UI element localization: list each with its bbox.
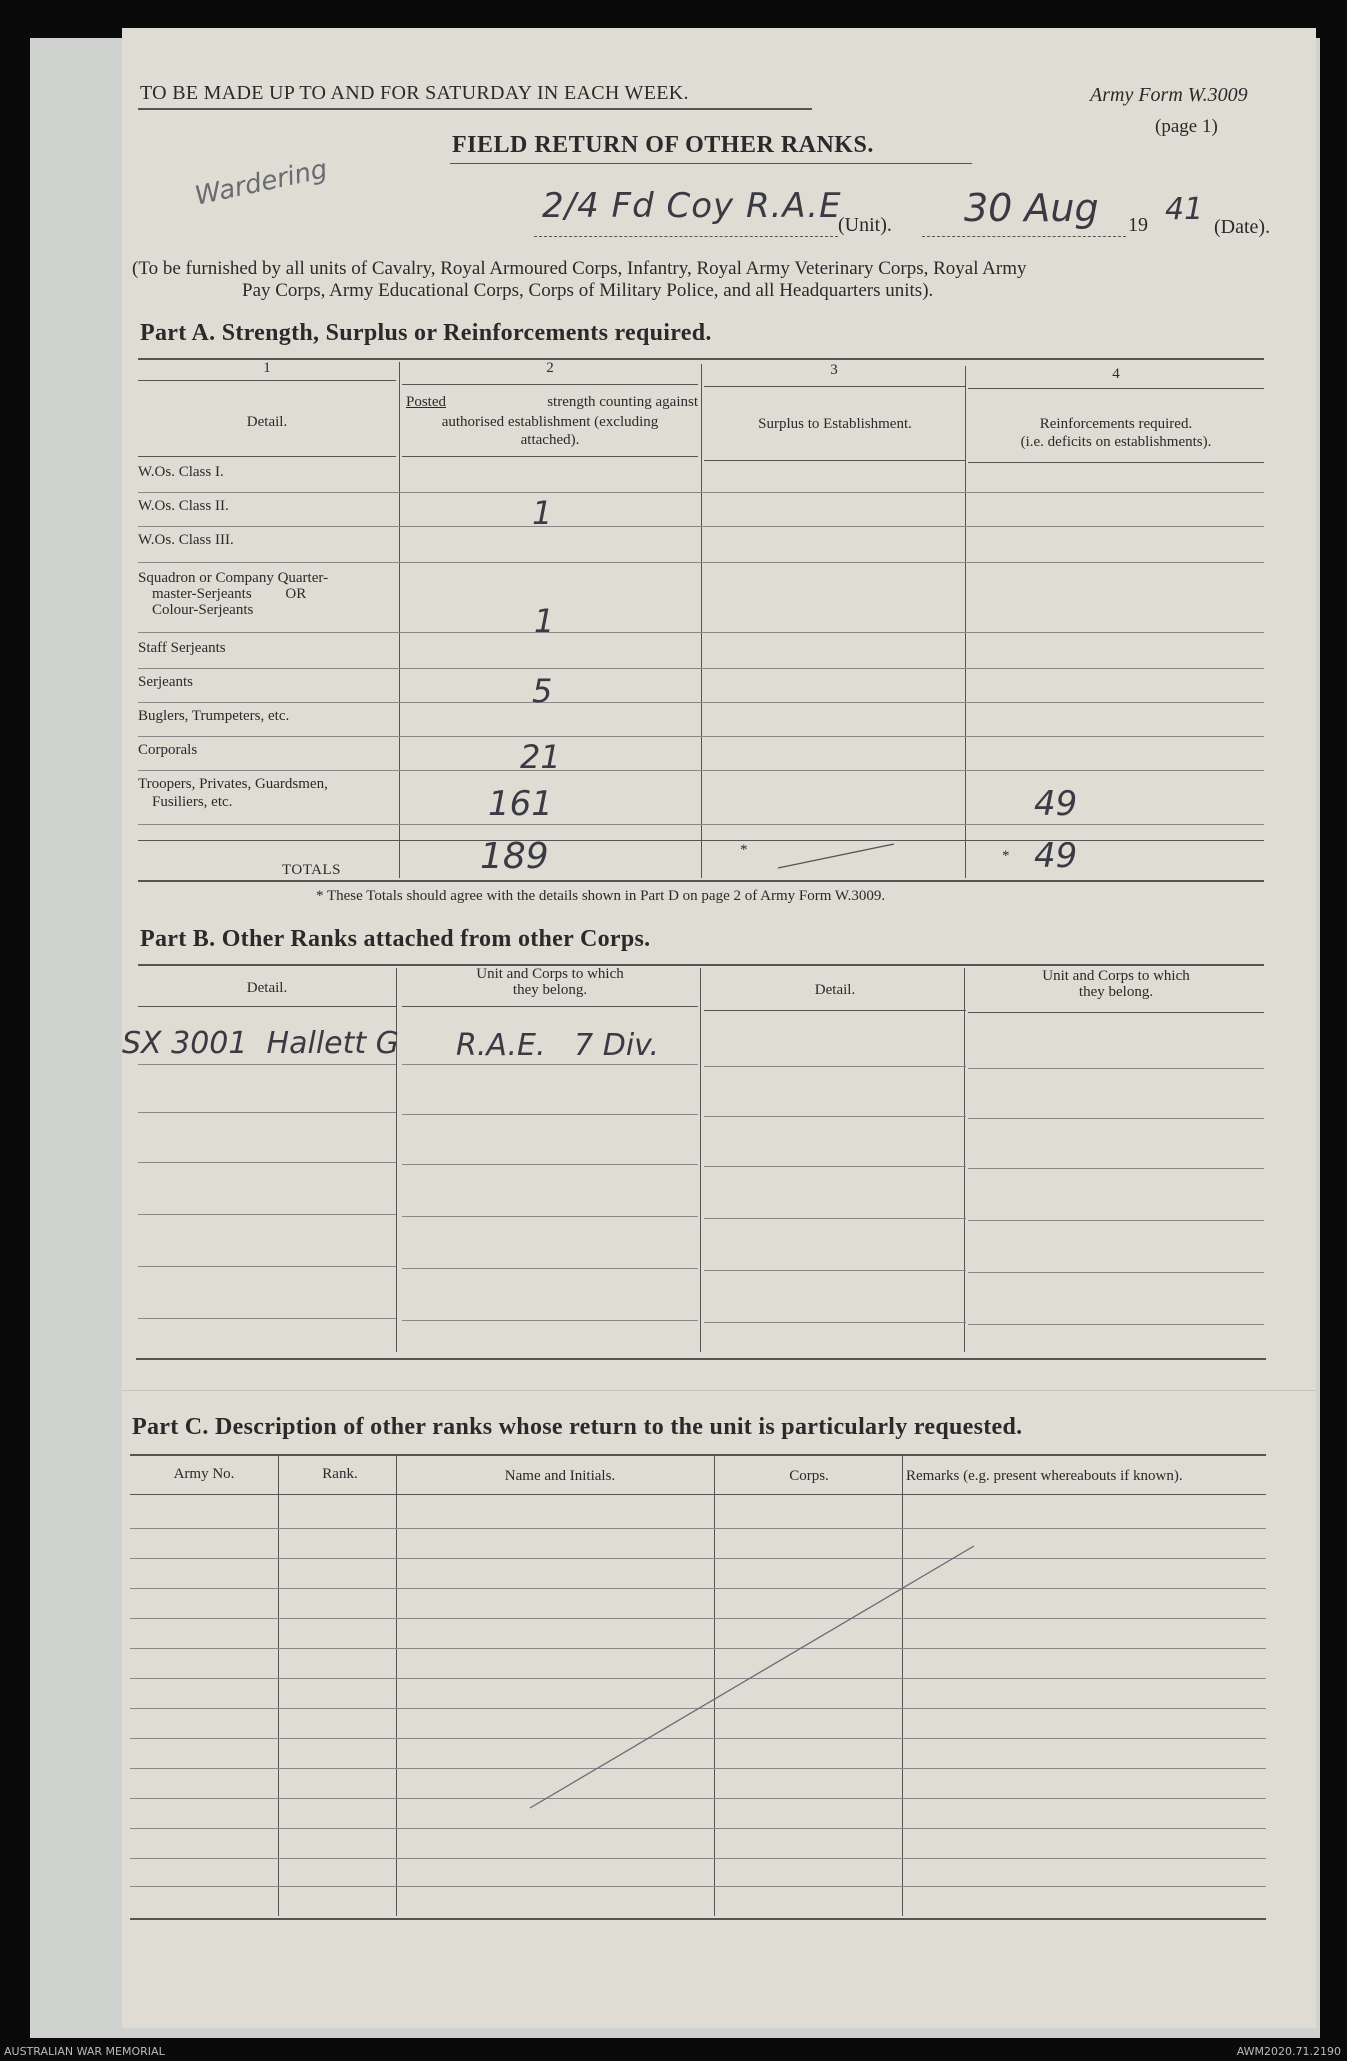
totals-label: TOTALS xyxy=(282,862,342,878)
year-value: 41 xyxy=(1165,192,1204,227)
part-a-vline-3 xyxy=(965,366,966,878)
part-b-unit-header-2-line2: they belong. xyxy=(1078,984,1154,1000)
part-b-row-rule xyxy=(968,1118,1264,1119)
instruction-underline xyxy=(138,108,812,110)
date-line xyxy=(922,236,1126,237)
date-value: 30 Aug xyxy=(964,186,1099,230)
fold-line xyxy=(122,1390,1316,1391)
row-label-troopers-2: Fusiliers, etc. xyxy=(152,794,233,810)
part-b-unit-header-1-line2: they belong. xyxy=(512,982,588,998)
part-b-row-rule xyxy=(138,1064,396,1065)
part-b-top-rule xyxy=(138,964,1264,966)
row-label-buglers: Buglers, Trumpeters, etc. xyxy=(138,708,290,724)
value-corporals-posted: 21 xyxy=(520,738,561,776)
row-label-staff-sjt: Staff Serjeants xyxy=(138,640,226,656)
totals-reinf-marker: * xyxy=(1002,848,1010,864)
col-posted-line3: attached). xyxy=(520,432,580,448)
year-prefix: 19 xyxy=(1128,214,1148,236)
header-bottom-rule-2 xyxy=(402,456,698,457)
part-c-top-rule xyxy=(130,1454,1266,1456)
totals-posted: 189 xyxy=(480,836,549,877)
row-label-cqms-1: Squadron or Company Quarter- xyxy=(138,570,329,586)
row-rule xyxy=(138,668,1264,669)
part-b-header-rule-3 xyxy=(704,1010,966,1011)
part-b-row-rule xyxy=(704,1218,966,1219)
row-label-troopers-1: Troopers, Privates, Guardsmen, xyxy=(138,776,328,792)
part-c-cancel-stroke xyxy=(522,1538,982,1818)
archive-reference: AWM2020.71.2190 xyxy=(1236,2045,1341,2058)
part-b-bottom-rule xyxy=(136,1358,1266,1360)
header-bottom-rule-3 xyxy=(704,460,966,461)
part-b-row-rule xyxy=(704,1322,966,1323)
totals-surplus-dash xyxy=(772,838,902,872)
colnum-rule-3 xyxy=(704,386,966,387)
row-label-cqms-3: Colour-Serjeants xyxy=(152,602,254,618)
part-b-detail-header-1: Detail. xyxy=(246,980,288,996)
part-c-col-rank: Rank. xyxy=(322,1466,358,1482)
archive-credit: AUSTRALIAN WAR MEMORIAL xyxy=(4,2045,165,2058)
col-reinf-line1: Reinforcements required. xyxy=(1039,416,1193,432)
row-label-corporals: Corporals xyxy=(138,742,198,758)
description-line-1: (To be furnished by all units of Cavalry, Royal Armoured Corps, Infantry, Royal Army Veterinary Corps, Royal Army xyxy=(132,258,1027,279)
part-b-row-rule xyxy=(138,1214,396,1215)
totals-reinf: 49 xyxy=(1034,836,1078,876)
row-rule xyxy=(138,736,1264,737)
part-b-entry-unit: R.A.E. 7 Div. xyxy=(456,1028,659,1063)
posted-rest: strength counting against xyxy=(547,394,698,410)
col-posted-line2: authorised establishment (excluding xyxy=(441,414,659,430)
part-b-vline-2 xyxy=(700,968,701,1352)
row-rule xyxy=(138,702,1264,703)
part-b-entry-detail: SX 3001 Hallett G xyxy=(122,1026,399,1061)
part-c-row-rule xyxy=(130,1828,1266,1829)
part-c-vline-2 xyxy=(396,1456,397,1916)
page-label: (page 1) xyxy=(1155,116,1218,137)
part-b-row-rule xyxy=(968,1168,1264,1169)
totals-top-rule xyxy=(138,840,1264,841)
part-a-vline-2 xyxy=(701,364,702,878)
part-b-row-rule xyxy=(704,1166,966,1167)
col-surplus-header: Surplus to Establishment. xyxy=(758,416,912,432)
row-rule xyxy=(138,824,1264,825)
row-label-wo2: W.Os. Class II. xyxy=(138,498,229,514)
part-b-unit-header-1-line1: Unit and Corps to which xyxy=(476,966,624,982)
part-b-header-rule-1 xyxy=(138,1006,396,1007)
unit-label: (Unit). xyxy=(838,214,892,236)
header-bottom-rule-1 xyxy=(138,456,396,457)
part-b-row-rule xyxy=(138,1318,396,1319)
part-b-row-rule xyxy=(968,1324,1264,1325)
value-staff-sjt-posted: 1 xyxy=(534,602,555,640)
part-b-row-rule xyxy=(402,1216,698,1217)
part-a-title: Part A. Strength, Surplus or Reinforcements required. xyxy=(140,320,712,346)
part-b-header-rule-2 xyxy=(402,1006,698,1007)
part-b-row-rule xyxy=(138,1266,396,1267)
row-label-wo1: W.Os. Class I. xyxy=(138,464,224,480)
part-b-row-rule xyxy=(402,1320,698,1321)
row-label-wo3: W.Os. Class III. xyxy=(138,532,234,548)
part-c-col-name: Name and Initials. xyxy=(504,1468,616,1484)
date-label: (Date). xyxy=(1214,216,1271,238)
instruction-text: TO BE MADE UP TO AND FOR SATURDAY IN EACH WEEK. xyxy=(140,82,689,104)
part-c-col-remarks: Remarks (e.g. present whereabouts if known). xyxy=(906,1468,1183,1484)
part-c-row-rule xyxy=(130,1858,1266,1859)
posted-word: Posted xyxy=(406,394,447,410)
unit-value: 2/4 Fd Coy R.A.E xyxy=(542,186,842,226)
unit-line xyxy=(534,236,838,237)
form-number: Army Form W.3009 xyxy=(1090,84,1248,106)
part-b-detail-header-2: Detail. xyxy=(814,982,856,998)
part-b-row-rule xyxy=(402,1064,698,1065)
part-b-row-rule xyxy=(138,1112,396,1113)
value-sjt-posted: 5 xyxy=(532,672,553,710)
part-c-header-rule xyxy=(130,1494,1266,1495)
col-number-2: 2 xyxy=(546,360,554,376)
part-b-row-rule xyxy=(968,1068,1264,1069)
col-number-1: 1 xyxy=(263,360,271,376)
part-b-header-rule-4 xyxy=(968,1012,1264,1013)
part-b-row-rule xyxy=(402,1114,698,1115)
colnum-rule-1 xyxy=(138,380,396,381)
form-title: FIELD RETURN OF OTHER RANKS. xyxy=(452,132,874,158)
colnum-rule-2 xyxy=(402,384,698,385)
part-b-vline-3 xyxy=(964,968,965,1352)
form-page xyxy=(122,28,1316,2028)
title-underline xyxy=(450,163,972,164)
part-b-unit-header-2-line1: Unit and Corps to which xyxy=(1042,968,1190,984)
row-label-cqms-2: master-Serjeants OR xyxy=(152,586,307,602)
part-b-row-rule xyxy=(968,1272,1264,1273)
part-a-vline-1 xyxy=(399,362,400,878)
part-c-bottom-rule xyxy=(130,1918,1266,1920)
part-c-row-rule xyxy=(130,1886,1266,1887)
part-c-row-rule xyxy=(130,1528,1266,1529)
part-c-vline-1 xyxy=(278,1456,279,1916)
col-number-3: 3 xyxy=(830,362,838,378)
part-b-row-rule xyxy=(704,1066,966,1067)
part-a-bottom-rule xyxy=(138,880,1264,882)
description-line-2: Pay Corps, Army Educational Corps, Corps of Military Police, and all Headquarters units). xyxy=(242,280,934,301)
row-rule xyxy=(138,526,1264,527)
part-b-row-rule xyxy=(138,1162,396,1163)
value-wo3-posted: 1 xyxy=(532,494,553,532)
row-rule xyxy=(138,632,1264,633)
part-b-row-rule xyxy=(704,1116,966,1117)
part-b-row-rule xyxy=(968,1220,1264,1221)
part-b-title: Part B. Other Ranks attached from other Corps. xyxy=(140,926,651,952)
col-reinf-line2: (i.e. deficits on establishments). xyxy=(1020,434,1212,450)
part-a-footnote: * These Totals should agree with the details shown in Part D on page 2 of Army Form W.3009. xyxy=(316,888,886,904)
col-posted-header xyxy=(406,394,698,411)
value-troopers-reinf: 49 xyxy=(1034,784,1078,824)
colnum-rule-4 xyxy=(968,388,1264,389)
row-rule xyxy=(138,492,1264,493)
part-b-row-rule xyxy=(402,1268,698,1269)
col-number-4: 4 xyxy=(1112,366,1120,382)
col-detail-header: Detail. xyxy=(246,414,288,430)
header-bottom-rule-4 xyxy=(968,462,1264,463)
row-rule xyxy=(138,562,1264,563)
row-label-sjt: Serjeants xyxy=(138,674,193,690)
value-troopers-posted: 161 xyxy=(488,784,553,824)
margin-note: Wardering xyxy=(192,154,330,212)
part-b-row-rule xyxy=(704,1270,966,1271)
part-b-row-rule xyxy=(402,1164,698,1165)
row-rule xyxy=(138,770,1264,771)
part-c-col-army-no: Army No. xyxy=(173,1466,235,1482)
part-c-title: Part C. Description of other ranks whose return to the unit is particularly requested. xyxy=(132,1414,1023,1440)
totals-surplus-marker: * xyxy=(740,842,748,858)
part-c-col-corps: Corps. xyxy=(789,1468,829,1484)
